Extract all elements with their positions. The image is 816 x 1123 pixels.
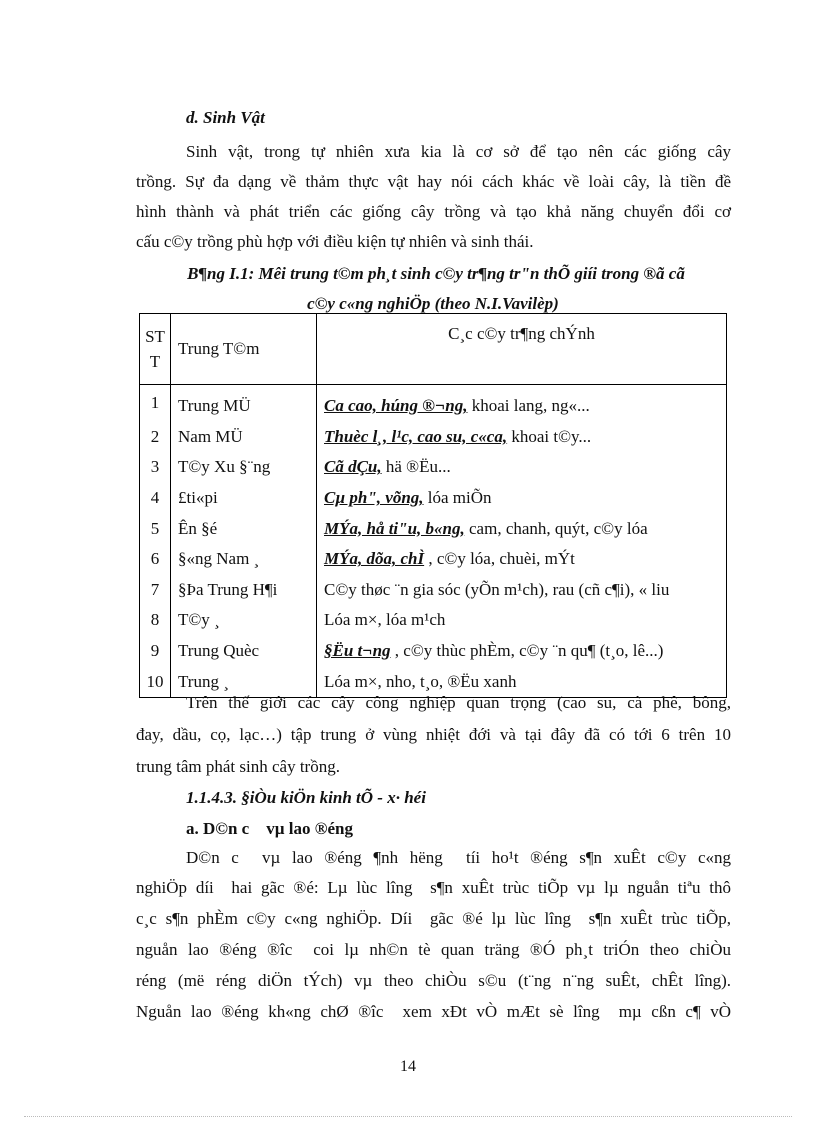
header-center: Trung T©m: [171, 314, 317, 385]
heading-a-labor: a. D©n c vµ lao ®éng: [186, 819, 353, 838]
table-row: 5 Ên §é MÝa, hå ti"u, b«ng, cam, chanh, quýt, c©y lóa: [140, 513, 727, 544]
para1-line-3: hình thành và phát triển các giống cây trồng và tạo khả năng chuyển đổi cơ: [136, 202, 731, 221]
para1-line-4: cấu c©y trồng phù hợp với điều kiện tự nhiên và sinh thái.: [136, 232, 534, 251]
heading-1143: 1.1.4.3. §iÒu kiÖn kinh tÕ - x· héi: [186, 788, 426, 807]
para2-line-2: đay, dầu, cọ, lạc…) tập trung ở vùng nhiệt đới và tại đây đã có tới 6 trên 10: [136, 725, 731, 744]
table-row: 6 §«ng Nam ¸ MÝa, dõa, chÌ , c©y lóa, chuèi, mÝt: [140, 544, 727, 575]
table-row: 1 Trung MÜ Ca cao, húng ®¬ng, khoai lang, ng«...: [140, 385, 727, 422]
para3-line-5: réng (më réng diÖn tÝch) vµ theo chiÒu s©u (t¨ng n¨ng suÊt, chÊt lîng).: [136, 971, 731, 990]
table-row: 2 Nam MÜ Thuèc l¸, l¹c, cao su, c«ca, khoai t©y...: [140, 422, 727, 453]
table-row: 10 Trung ¸ Lóa m×, nho, t¸o, ®Ëu xanh: [140, 666, 727, 697]
table-caption-line-1: B¶ng I.1: Mêi trung t©m ph¸t sinh c©y tr¶ng tr"n thÕ giíi trong ®ã cã: [187, 264, 685, 283]
table-row: 4 £ti«pi Cµ ph", võng, lóa miÕn: [140, 483, 727, 514]
table-caption-line-2: c©y c«ng nghiÖp (theo N.I.Vavilèp): [307, 294, 559, 313]
para1-line-1: Sinh vật, trong tự nhiên xưa kia là cơ sở để tạo nên các giống cây: [186, 142, 731, 161]
para2-line-1: Trên thế giới các cây công nghiệp quan trọng (cao su, cà phê, bông,: [186, 693, 731, 712]
para3-line-4: nguån lao ®éng ®îc coi lµ nh©n tè quan träng ®Ó ph¸t triÓn theo chiÒu: [136, 940, 731, 959]
page-number: 14: [400, 1058, 416, 1075]
section-d-title: d. Sinh Vật: [186, 108, 265, 127]
para2-line-3: trung tâm phát sinh cây trồng.: [136, 757, 340, 776]
header-stt: ST T: [140, 314, 171, 385]
table-header-row: [140, 314, 727, 385]
para1-line-2: trồng. Sự đa dạng về thảm thực vật hay nói cách khác về loài cây, là tiền đề: [136, 172, 731, 191]
plant-origin-centers-table: [139, 313, 727, 698]
para3-line-2: nghiÖp díi hai gãc ®é: Lµ lùc lîng s¶n xuÊt trùc tiÕp vµ lµ nguån tiªu thô: [136, 878, 731, 897]
header-crops: C¸c c©y tr¶ng chÝnh: [317, 314, 727, 385]
para3-line-1: D©n c vµ lao ®éng ¶nh hëng tíi ho¹t ®éng s¶n xuÊt c©y c«ng: [186, 848, 731, 867]
para3-line-6: Nguån lao ®éng kh«ng chØ ®îc xem xÐt vÒ mÆt sè lîng mµ cßn c¶ vÒ: [136, 1002, 731, 1021]
para3-line-3: c¸c s¶n phÈm c©y c«ng nghiÖp. Díi gãc ®é lµ lùc lîng s¶n xuÊt trùc tiÕp,: [136, 909, 731, 928]
page-footer-divider: [24, 1116, 792, 1117]
table-row: 8 T©y ¸ Lóa m×, lóa m¹ch: [140, 605, 727, 636]
table-row: 7 §Þa Trung H¶i C©y thøc ¨n gia sóc (yÕn m¹ch), rau (cñ c¶i), « liu: [140, 575, 727, 606]
table-row: 3 T©y Xu §¨ng Cã dÇu, hä ®Ëu...: [140, 452, 727, 483]
table-row: 9 Trung Quèc §Ëu t¬ng , c©y thùc phÈm, c©y ¨n qu¶ (t¸o, lê...): [140, 636, 727, 667]
